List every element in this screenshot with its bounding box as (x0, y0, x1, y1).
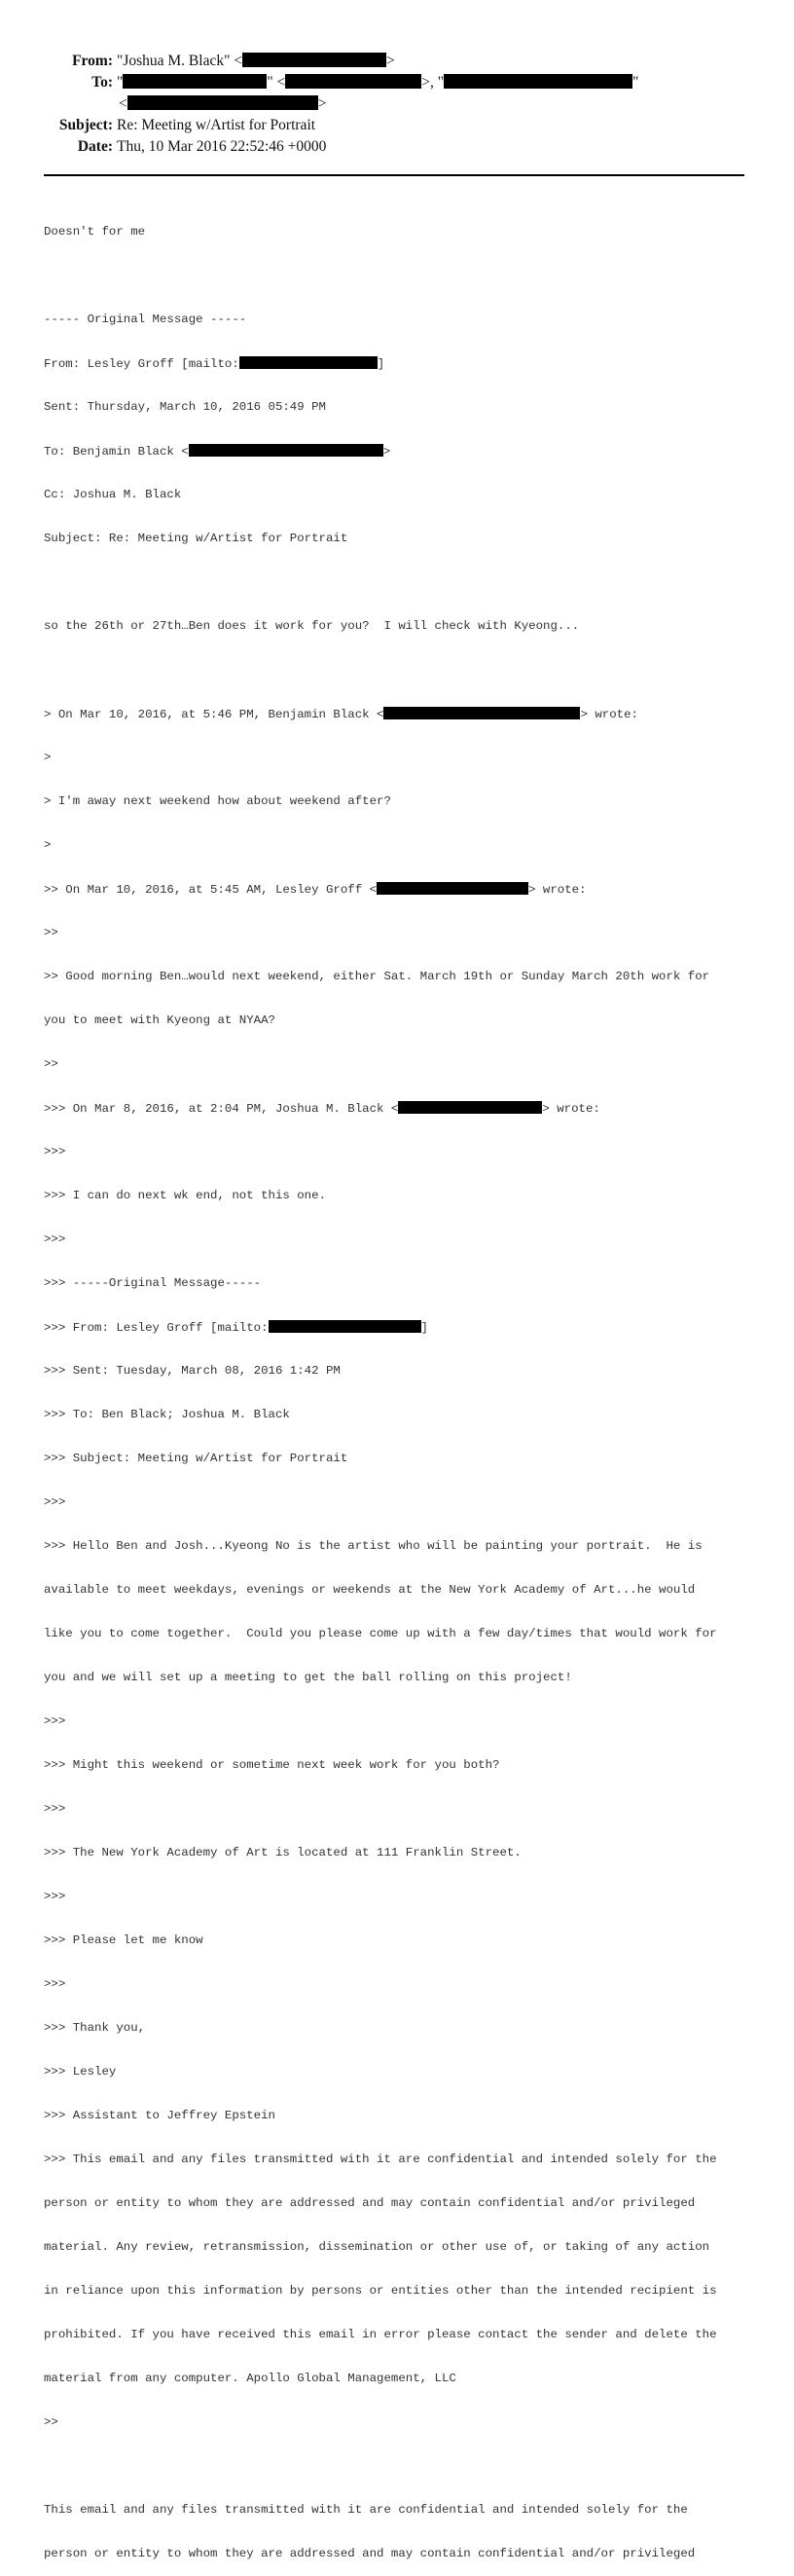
body-line: >> Good morning Ben…would next weekend, either Sat. March 19th or Sunday March 20th work for (44, 970, 710, 983)
body-line: >>> Lesley (44, 2065, 117, 2079)
body-line: >> (44, 2415, 58, 2429)
body-text: To: Benjamin Black < (44, 445, 189, 459)
body-text: > wrote: (580, 708, 638, 721)
body-line: person or entity to whom they are addressed and may contain confidential and/or privileged (44, 2196, 696, 2210)
body-text: > wrote: (528, 883, 587, 897)
body-line: in reliance upon this information by persons or entities other than the intended recipient is (44, 2284, 717, 2298)
to-quote: " (632, 74, 639, 91)
body-line: >>> I can do next wk end, not this one. (44, 1189, 326, 1202)
body-line: >>> (44, 1890, 66, 1903)
to-value (117, 72, 638, 93)
body-line: >>> Subject: Meeting w/Artist for Portrait (44, 1452, 348, 1465)
body-text: >>> From: Lesley Groff [mailto: (44, 1321, 269, 1335)
redaction-block (285, 74, 421, 89)
from-label: From: (72, 53, 113, 69)
to-row (0, 72, 794, 93)
body-line: >>> Thank you, (44, 2021, 146, 2035)
body-line (44, 707, 754, 721)
email-header (0, 51, 794, 158)
blank-line (44, 663, 754, 678)
body-line: >>> This email and any files transmitted with it are confidential and intended solely for the (44, 2153, 717, 2166)
blank-line (44, 2459, 754, 2474)
to-label: To: (91, 74, 113, 91)
redaction-block (239, 356, 378, 369)
date-row (0, 136, 794, 158)
body-line: Doesn't for me (44, 225, 146, 239)
body-line (44, 1320, 754, 1335)
to-cont-open: < (119, 95, 127, 112)
from-name: "Joshua M. Black" < (117, 53, 243, 69)
from-row (0, 51, 794, 72)
body-line: >>> (44, 1233, 66, 1246)
body-text: >> On Mar 10, 2016, at 5:45 AM, Lesley Groff < (44, 883, 378, 897)
blank-line (44, 575, 754, 590)
date-label: Date: (77, 138, 113, 155)
redaction-block (377, 882, 528, 895)
redaction-block (127, 95, 318, 110)
subject-row (0, 115, 794, 136)
header-divider (44, 174, 744, 176)
body-text: ] (377, 357, 385, 371)
body-line: you and we will set up a meeting to get the ball rolling on this project! (44, 1671, 572, 1684)
to-separator: >, " (421, 74, 445, 91)
body-line: >>> The New York Academy of Art is located at 111 Franklin Street. (44, 1846, 522, 1859)
subject-value: Re: Meeting w/Artist for Portrait (117, 117, 316, 133)
body-line: > (44, 751, 52, 764)
to-cont-close: > (317, 95, 327, 112)
body-line (44, 356, 754, 371)
body-line: Cc: Joshua M. Black (44, 488, 182, 501)
redaction-block (383, 707, 580, 719)
body-line: person or entity to whom they are addressed and may contain confidential and/or privileged (44, 2547, 696, 2560)
date-value: Thu, 10 Mar 2016 22:52:46 +0000 (117, 138, 327, 155)
body-text: ] (420, 1321, 428, 1335)
redaction-block (269, 1320, 421, 1333)
body-line: material from any computer. Apollo Global Management, LLC (44, 2372, 456, 2385)
to-continuation (119, 93, 327, 115)
redaction-block (189, 444, 383, 457)
to-separator: " < (267, 74, 286, 91)
body-line (44, 882, 754, 897)
body-line: >> (44, 926, 58, 939)
body-line: Subject: Re: Meeting w/Artist for Portrait (44, 532, 348, 545)
body-line: >>> (44, 1802, 66, 1816)
body-line: >>> To: Ben Black; Joshua M. Black (44, 1408, 290, 1421)
body-line: >>> -----Original Message----- (44, 1276, 262, 1290)
body-line: > I'm away next weekend how about weekend after? (44, 794, 391, 808)
body-line: >>> (44, 1714, 66, 1728)
body-text: From: Lesley Groff [mailto: (44, 357, 239, 371)
from-value (117, 51, 395, 72)
body-text: > On Mar 10, 2016, at 5:46 PM, Benjamin Black < (44, 708, 384, 721)
body-line: ----- Original Message ----- (44, 313, 247, 326)
body-text: >>> On Mar 8, 2016, at 2:04 PM, Joshua M. Black < (44, 1102, 399, 1116)
from-close: > (386, 53, 395, 69)
body-line: >>> (44, 1495, 66, 1509)
blank-line (44, 269, 754, 283)
body-line: material. Any review, retransmission, dissemination or other use of, or taking of any action (44, 2240, 710, 2254)
body-line: This email and any files transmitted with it are confidential and intended solely for the (44, 2503, 688, 2517)
body-line: available to meet weekdays, evenings or weekends at the New York Academy of Art...he would (44, 1583, 696, 1597)
redaction-block (398, 1101, 542, 1114)
body-line: you to meet with Kyeong at NYAA? (44, 1013, 275, 1027)
body-line: so the 26th or 27th…Ben does it work for you? I will check with Kyeong... (44, 619, 580, 633)
body-line: >>> Sent: Tuesday, March 08, 2016 1:42 PM (44, 1364, 341, 1378)
body-line: like you to come together. Could you please come up with a few day/times that would work for (44, 1627, 717, 1640)
body-line: prohibited. If you have received this email in error please contact the sender and delete the (44, 2328, 717, 2341)
redaction-block (444, 74, 632, 89)
body-text: > (382, 445, 391, 459)
to-quote: " (117, 74, 124, 91)
body-line: >>> Please let me know (44, 1933, 203, 1947)
subject-label: Subject: (58, 117, 113, 133)
redaction-block (123, 74, 267, 89)
body-line: >>> Might this weekend or sometime next week work for you both? (44, 1758, 500, 1772)
body-line (44, 444, 754, 459)
body-line (44, 1101, 754, 1116)
body-line: >>> Hello Ben and Josh...Kyeong No is the artist who will be painting your portrait. He is (44, 1539, 703, 1553)
body-line: >>> (44, 1145, 66, 1159)
email-body (44, 196, 754, 2576)
body-line: >>> (44, 1977, 66, 1991)
redaction-block (242, 53, 386, 67)
body-text: > wrote: (542, 1102, 600, 1116)
body-line: Sent: Thursday, March 10, 2016 05:49 PM (44, 400, 326, 414)
body-line: > (44, 838, 52, 852)
body-line: >> (44, 1057, 58, 1071)
body-line: >>> Assistant to Jeffrey Epstein (44, 2109, 275, 2122)
to-continuation-row (0, 93, 794, 115)
